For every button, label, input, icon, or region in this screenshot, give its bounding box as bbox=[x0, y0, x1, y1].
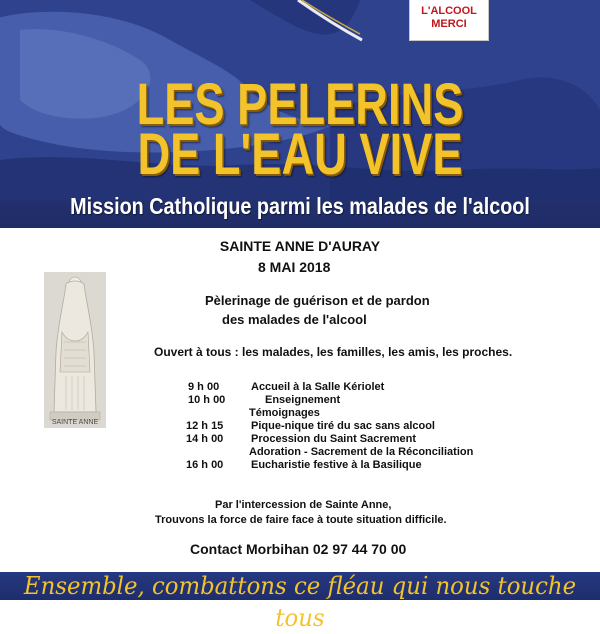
schedule-item: Procession du Saint Sacrement bbox=[251, 433, 417, 445]
open-to-all: Ouvert à tous : les malades, les familles, les amis, les proches. bbox=[154, 345, 513, 359]
schedule-time: 12 h 15 bbox=[186, 420, 224, 432]
schedule-item: Eucharistie festive à la Basilique bbox=[251, 459, 422, 471]
footer-motto: Ensemble, combattons ce fléau qui nous touche tous bbox=[23, 572, 577, 632]
schedule-time: 16 h 00 bbox=[186, 459, 224, 471]
schedule-item: Adoration - Sacrement de la Réconciliation bbox=[249, 446, 474, 458]
closing-line-1: Par l'intercession de Sainte Anne, bbox=[215, 499, 392, 511]
alcohol-badge bbox=[409, 0, 489, 41]
schedule-time: 14 h 00 bbox=[186, 433, 224, 445]
header-banner bbox=[0, 0, 600, 228]
schedule-time: 9 h 00 bbox=[188, 381, 220, 393]
closing-line-2: Trouvons la force de faire face à toute situation difficile. bbox=[155, 514, 447, 526]
statue-photo bbox=[44, 272, 106, 428]
schedule-item: Pique-nique tiré du sac sans alcool bbox=[251, 420, 435, 432]
event-description-line-2: des malades de l'alcool bbox=[222, 312, 367, 327]
main-title-line-2: DE L'EAU VIVE bbox=[137, 122, 463, 187]
event-date: 8 MAI 2018 bbox=[258, 259, 331, 275]
statue-caption: SAINTE ANNE bbox=[51, 419, 99, 426]
contact-line: Contact Morbihan 02 97 44 70 00 bbox=[190, 541, 407, 557]
main-title-line-1: LES PELERINS bbox=[136, 72, 464, 137]
badge-line-1: L'ALCOOL bbox=[421, 5, 477, 17]
schedule-time: 10 h 00 bbox=[188, 394, 226, 406]
footer-banner bbox=[0, 572, 600, 632]
schedule-item: Accueil à la Salle Kériolet bbox=[251, 381, 385, 393]
statue-figure bbox=[44, 272, 106, 428]
subtitle: Mission Catholique parmi les malades de l'alcool bbox=[70, 193, 530, 219]
schedule-item: Enseignement bbox=[265, 394, 341, 406]
badge-line-2: MERCI bbox=[431, 18, 467, 30]
event-place: SAINTE ANNE D'AURAY bbox=[219, 238, 381, 254]
schedule-item: Témoignages bbox=[249, 407, 320, 419]
event-description-line-1: Pèlerinage de guérison et de pardon bbox=[205, 293, 430, 308]
